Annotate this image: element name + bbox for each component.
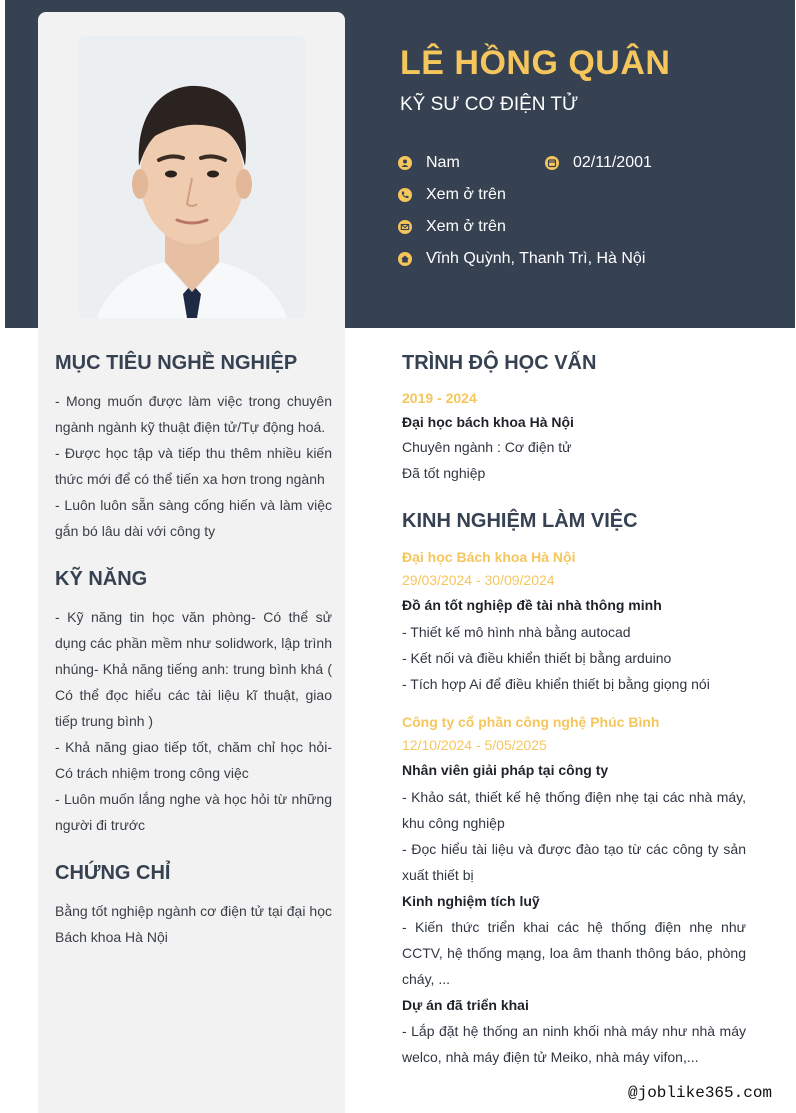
job-period: 12/10/2024 - 5/05/2025 xyxy=(402,737,547,753)
envelope-icon xyxy=(398,220,412,234)
candidate-name: LÊ HỒNG QUÂN xyxy=(400,44,671,82)
watermark: @joblike365.com xyxy=(628,1084,773,1102)
experience-job xyxy=(402,710,746,1070)
job-subheading: Dự án đã triển khai xyxy=(402,997,529,1013)
education-block xyxy=(402,386,746,486)
job-company: Đại học Bách khoa Hà Nội xyxy=(402,549,576,565)
gender-value: Nam xyxy=(426,154,460,171)
info-email xyxy=(398,218,506,236)
info-gender xyxy=(398,154,460,172)
section-title-skills: KỸ NĂNG xyxy=(55,568,148,590)
section-title-experience: KINH NGHIỆM LÀM VIỆC xyxy=(402,510,638,532)
education-school: Đại học bách khoa Hà Nội xyxy=(402,414,574,430)
job-company: Công ty cổ phần công nghệ Phúc Bình xyxy=(402,714,660,730)
objective-item: - Mong muốn được làm việc trong chuyên ngành ngành kỹ thuật điện tử/Tự động hoá. xyxy=(55,393,332,435)
section-title-education: TRÌNH ĐỘ HỌC VẤN xyxy=(402,352,597,374)
objective-text xyxy=(55,388,332,544)
calendar-icon xyxy=(545,156,559,170)
certificate-item: Bằng tốt nghiệp ngành cơ điện tử tại đại học Bách khoa Hà Nội xyxy=(55,903,332,945)
skills-item: - Khả năng giao tiếp tốt, chăm chỉ học hỏi- Có trách nhiệm trong công việc xyxy=(55,739,332,781)
job-detail: - Khảo sát, thiết kế hệ thống điện nhẹ tại các nhà máy, khu công nghiệp xyxy=(402,789,746,831)
candidate-title: KỸ SƯ CƠ ĐIỆN TỬ xyxy=(400,94,579,115)
job-period: 29/03/2024 - 30/09/2024 xyxy=(402,572,555,588)
education-status: Đã tốt nghiệp xyxy=(402,465,486,481)
user-icon xyxy=(398,156,412,170)
job-detail: - Thiết kế mô hình nhà bằng autocad xyxy=(402,624,631,640)
skills-item: - Luôn muốn lắng nghe và học hỏi từ những người đi trước xyxy=(55,791,332,833)
birthdate-value: 02/11/2001 xyxy=(573,154,652,171)
education-major: Chuyên ngành : Cơ điện tử xyxy=(402,439,572,455)
job-role: Đồ án tốt nghiệp đề tài nhà thông minh xyxy=(402,597,662,613)
email-value: Xem ở trên xyxy=(426,218,506,235)
skills-item: - Kỹ năng tin học văn phòng- Có thể sử dụng các phần mềm như solidwork, lập trình nhúng- Khả năng tiếng anh: trung bình khá ( Có thể đọc hiểu các tài liệu kĩ thuật, giao tiếp trung bình ) xyxy=(55,609,332,729)
experience-job xyxy=(402,545,746,697)
profile-photo xyxy=(79,36,305,318)
job-detail: - Tích hợp Ai để điều khiển thiết bị bằng giọng nói xyxy=(402,676,710,692)
section-title-objective: MỤC TIÊU NGHỀ NGHIỆP xyxy=(55,352,298,374)
job-detail: - Kết nối và điều khiển thiết bị bằng arduino xyxy=(402,650,672,666)
section-title-certificates: CHỨNG CHỈ xyxy=(55,862,171,884)
job-subtext: - Kiến thức triển khai các hệ thống điện nhẹ như CCTV, hệ thống mạng, loa âm thanh thông báo, phòng cháy, ... xyxy=(402,919,746,987)
job-detail: - Đọc hiểu tài liệu và được đào tạo từ các công ty sản xuất thiết bị xyxy=(402,841,746,883)
home-icon xyxy=(398,252,412,266)
education-period: 2019 - 2024 xyxy=(402,390,477,406)
phone-value: Xem ở trên xyxy=(426,186,506,203)
info-birthdate xyxy=(545,154,652,172)
objective-item: - Luôn luôn sẵn sàng cống hiến và làm việc gắn bó lâu dài với công ty xyxy=(55,497,332,539)
job-role: Nhân viên giải pháp tại công ty xyxy=(402,762,609,778)
phone-icon xyxy=(398,188,412,202)
skills-text xyxy=(55,604,332,838)
objective-item: - Được học tập và tiếp thu thêm nhiều kiến thức mới để có thể tiến xa hơn trong ngành xyxy=(55,445,332,487)
job-subtext: - Lắp đặt hệ thống an ninh khối nhà máy như nhà máy welco, nhà máy điện tử Meiko, nhà máy vifon,... xyxy=(402,1023,746,1065)
info-address xyxy=(398,250,645,268)
certificates-text xyxy=(55,898,332,950)
job-subheading: Kinh nghiệm tích luỹ xyxy=(402,893,540,909)
info-phone xyxy=(398,186,506,204)
address-value: Vĩnh Quỳnh, Thanh Trì, Hà Nội xyxy=(426,250,646,267)
